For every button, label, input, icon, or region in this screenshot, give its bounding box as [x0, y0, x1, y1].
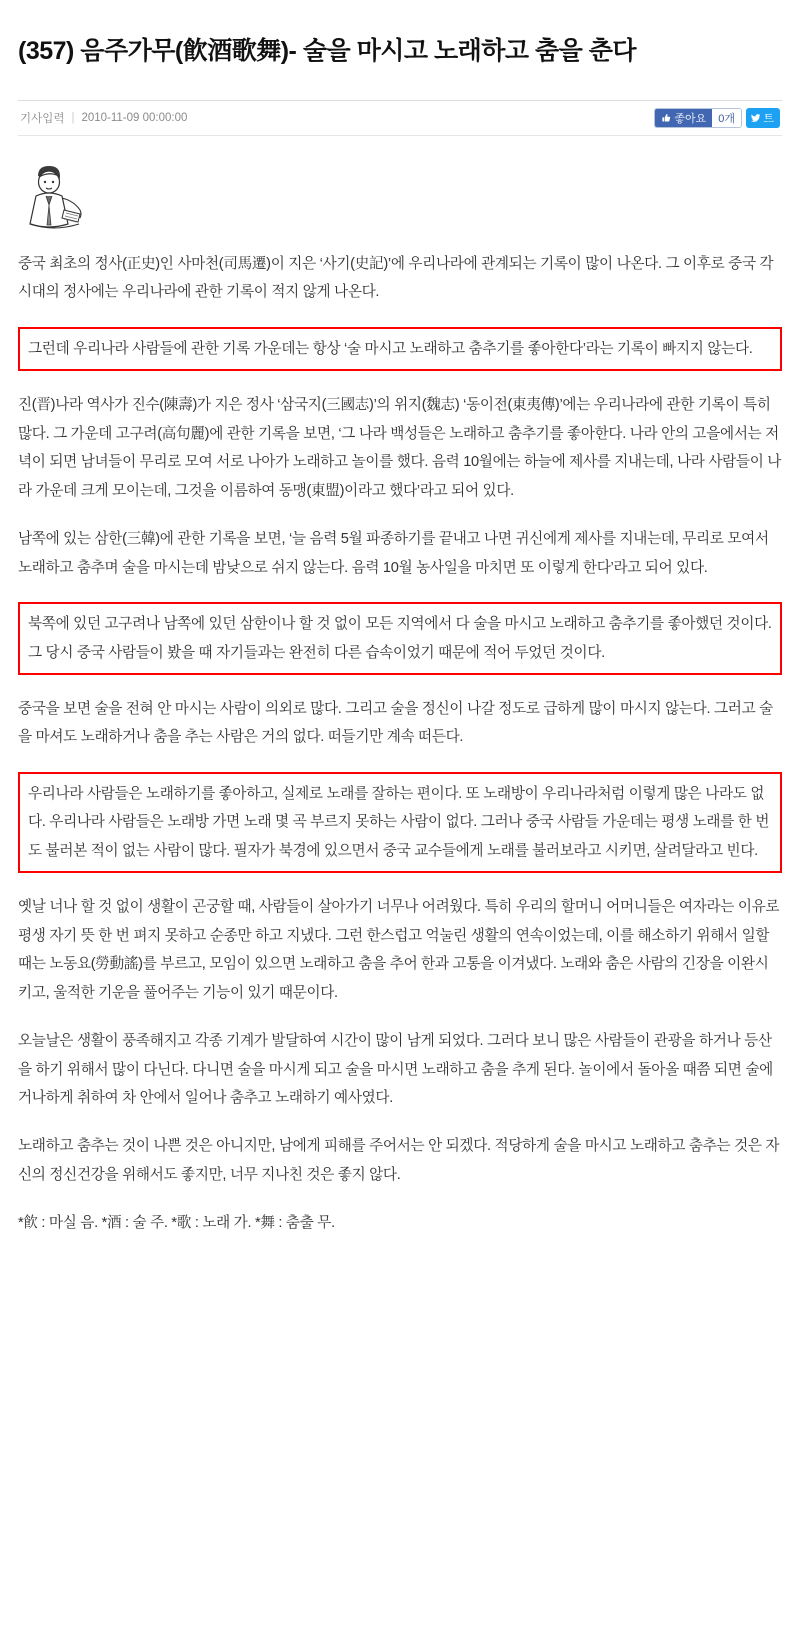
facebook-like-button[interactable]	[654, 108, 742, 128]
author-illustration-wrap	[18, 136, 782, 250]
facebook-like-label: 좋아요	[674, 113, 707, 125]
meta-date: 2010-11-09 00:00:00	[81, 112, 188, 124]
paragraph: 그런데 우리나라 사람들에 관한 기록 가운데는 항상 ‘술 마시고 노래하고 춤추기를 좋아한다’라는 기록이 빠지지 않는다.	[28, 340, 753, 357]
highlighted-paragraph-box	[18, 602, 782, 675]
article-body	[18, 250, 782, 1238]
twitter-bird-icon	[751, 113, 760, 123]
paragraph: 오늘날은 생활이 풍족해지고 각종 기계가 발달하여 시간이 많이 남게 되었다. 그러다 보니 많은 사람들이 관광을 하거나 등산을 하기 위해서 많이 다닌다. 다니면 술을 마시게 되고 술을 마시면 노래하고 춤을 추게 된다. 놀이에서 돌아올 때쯤 되면 술에 거나하게 취하여 차 안에서 일어나 춤추고 노래하기 예사였다.	[18, 1033, 773, 1106]
thumbs-up-icon	[661, 113, 671, 123]
paragraph: 북쪽에 있던 고구려나 남쪽에 있던 삼한이나 할 것 없이 모든 지역에서 다 술을 마시고 노래하고 춤추기를 좋아했던 것이다. 그 당시 중국 사람들이 봤을 때 자기들과는 완전히 다른 습속이었기 때문에 적어 두었던 것이다.	[28, 616, 772, 661]
paragraph: 남쪽에 있는 삼한(三韓)에 관한 기록을 보면, ‘늘 음력 5월 파종하기를 끝내고 나면 귀신에게 제사를 지내는데, 무리로 모여서 노래하고 춤추며 술을 마시는데 밤낮으로 쉬지 않는다. 음력 10월 농사일을 마치면 또 이렇게 한다’라고 되어 있다.	[18, 531, 769, 576]
article-page	[0, 17, 800, 1238]
article-meta	[20, 110, 187, 126]
facebook-like-count: 0개	[712, 109, 741, 127]
highlighted-paragraph-box	[18, 327, 782, 371]
meta-input-label: 기사입력	[20, 113, 65, 125]
twitter-share-button[interactable]	[746, 108, 780, 128]
paragraph: 노래하고 춤추는 것이 나쁜 것은 아니지만, 남에게 피해를 주어서는 안 되겠다. 적당하게 술을 마시고 노래하고 춤추는 것은 자신의 정신건강을 위해서도 좋지만, 너무 지나친 것은 좋지 않다.	[18, 1138, 780, 1183]
character-footnote: *飮 : 마실 음. *酒 : 술 주. *歌 : 노래 가. *舞 : 춤출 무.	[18, 1215, 335, 1232]
paragraph: 옛날 너나 할 것 없이 생활이 곤궁할 때, 사람들이 살아가기 너무나 어려웠다. 특히 우리의 할머니 어머니들은 여자라는 이유로 평생 자기 뜻 한 번 펴지 못하고 순종만 하고 지냈다. 그런 한스럽고 억눌린 생활의 연속이었는데, 이를 해소하기 위해서 일할 때는 노동요(勞動謠)를 부르고, 모임이 있으면 노래하고 춤을 추어 한과 고통을 이겨냈다. 노래와 춤은 사람의 긴장을 이완시키고, 울적한 기운을 풀어주는 기능이 있기 때문이다.	[18, 899, 780, 1001]
meta-separator: |	[71, 112, 75, 124]
author-portrait-icon	[18, 158, 90, 236]
sns-share-group	[654, 108, 780, 128]
twitter-share-label: 트	[763, 113, 774, 125]
paragraph: 중국을 보면 술을 전혀 안 마시는 사람이 의외로 많다. 그리고 술을 정신이 나갈 정도로 급하게 많이 마시지 않는다. 그러고 술을 마셔도 노래하거나 춤을 추는 사람은 거의 없다. 떠들기만 계속 떠든다.	[18, 700, 773, 746]
facebook-like-btn-inner[interactable]	[655, 109, 712, 127]
paragraph: 진(晋)나라 역사가 진수(陳壽)가 지은 정사 ‘삼국지(三國志)’의 위지(魏志) ‘동이전(東夷傳)’에는 우리나라에 관한 기록이 특히 많다. 그 가운데 고구려(高句麗)에 관한 기록을 보면, ‘그 나라 백성들은 노래하고 춤추기를 좋아한다. 나라 안의 고을에서는 저녁이 되면 남녀들이 무리로 모여 서로 나아가 노래하고 놀이를 했다. 음력 10월에는 하늘에 제사를 지내는데, 나라 사람들이 나라 가운데 크게 모이는데, 그것을 이름하여 동맹(東盟)이라고 했다’라고 되어 있다.	[18, 397, 782, 499]
highlighted-paragraph-box	[18, 772, 782, 873]
article-meta-bar	[18, 100, 782, 136]
page-title: (357) 음주가무(飮酒歌舞)- 술을 마시고 노래하고 춤을 춘다	[18, 36, 637, 65]
paragraph: 중국 최초의 정사(正史)인 사마천(司馬遷)이 지은 ‘사기(史記)’에 우리나라에 관계되는 기록이 많이 나온다. 그 이후로 중국 각 시대의 정사에는 우리나라에 관한 기록이 적지 않게 나온다.	[18, 256, 774, 301]
paragraph: 우리나라 사람들은 노래하기를 좋아하고, 실제로 노래를 잘하는 편이다. 또 노래방이 우리나라처럼 이렇게 많은 나라도 없다. 우리나라 사람들은 노래방 가면 노래 몇 곡 부르지 못하는 사람이 없다. 그러나 중국 사람들 가운데는 평생 노래를 한 번도 불러본 적이 없는 사람이 많다. 필자가 북경에 있으면서 중국 교수들에게 노래를 불러보라고 시키면, 살려달라고 빈다.	[28, 785, 770, 859]
